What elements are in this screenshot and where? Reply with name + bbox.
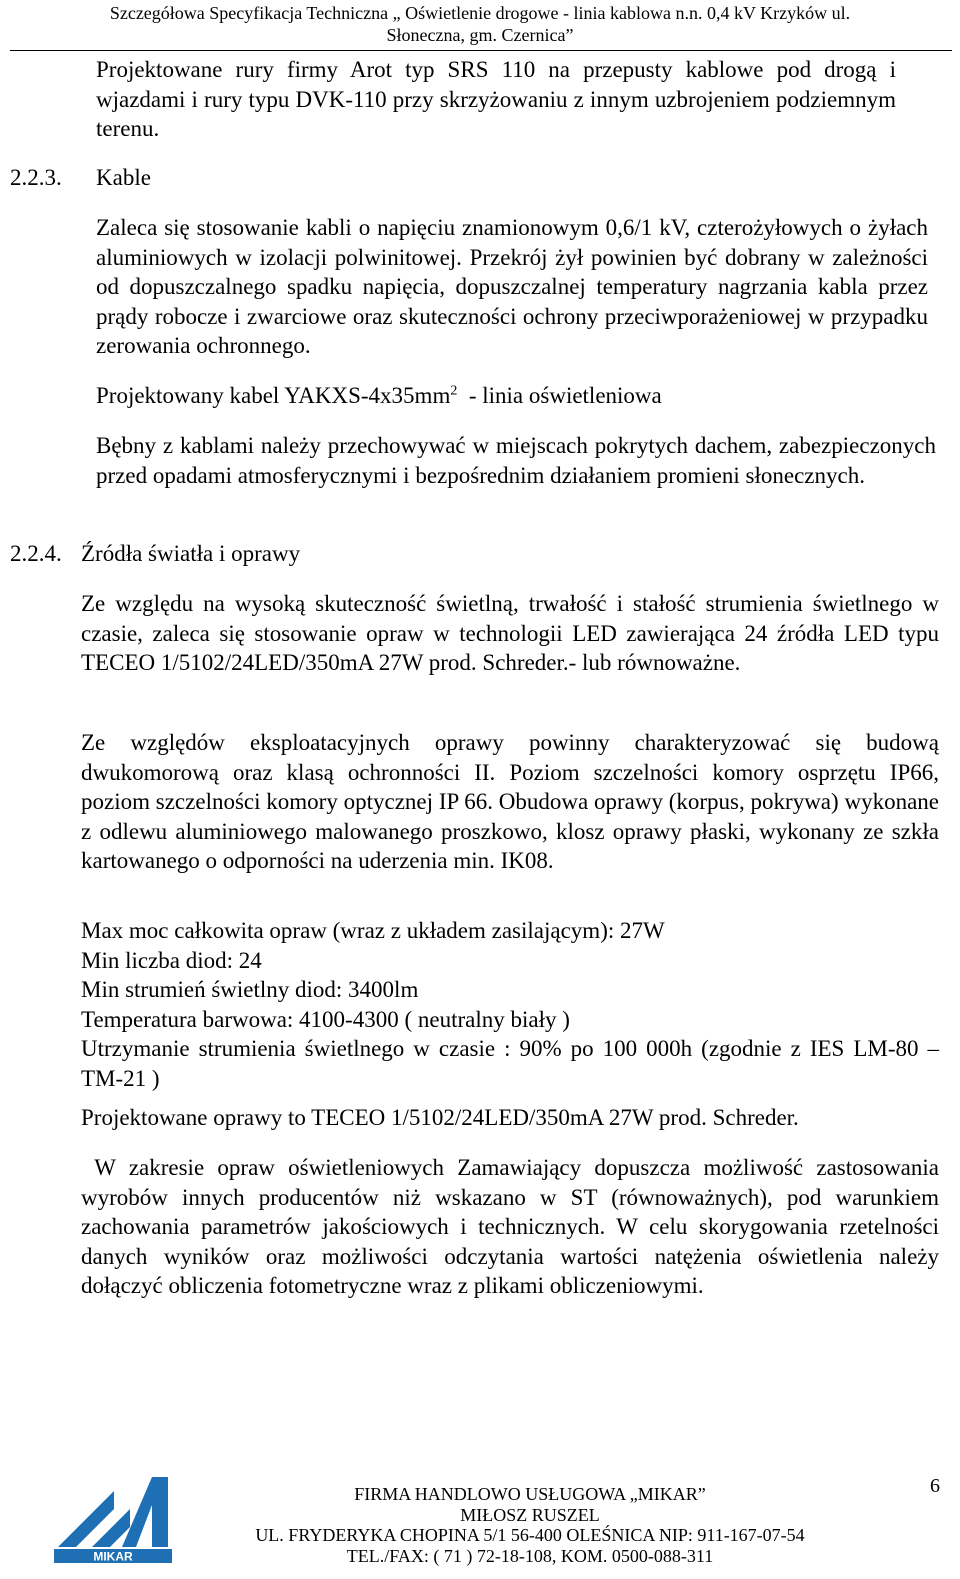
section-224-number: 2.2.4. (10, 541, 62, 566)
header-line-1: Szczegółowa Specyfikacja Techniczna „ Oświetlenie drogowe - linia kablowa n.n. 0,4 kV Krzyków ul. (109, 3, 851, 23)
section-224-paragraph-2: Ze względów eksploatacyjnych oprawy powinny charakteryzować się budową dwukomorową oraz klasą ochronności II. Poziom szczelności komory osprzętu IP66, poziom szczelności komory optycznej IP 66. Obudowa oprawy (korpus, pokrywa) wykonane z odlewu aluminiowego malowanego proszkowo, klosz oprawy płaski, wykonany ze szkła kartowanego o odporności na uderzenia min. IK08. (81, 730, 939, 874)
page-number: 6 (930, 1475, 940, 1497)
cable-text: Projektowany kabel YAKXS-4x35mm (96, 383, 451, 408)
spec-flux-maintenance: Utrzymanie strumienia świetlnego w czasie : 90% po 100 000h (zgodnie z IES LM-80 – TM-21 ) (81, 1036, 939, 1091)
section-223-title: Kable (96, 165, 151, 190)
section-223-number: 2.2.3. (10, 165, 62, 190)
spec-color-temperature: Temperatura barwowa: 4100-4300 ( neutralny biały ) (81, 1006, 570, 1032)
header-divider (10, 50, 952, 51)
page-header (0, 2, 960, 46)
logo-text: MIKAR (93, 1549, 133, 1564)
section-224-paragraph-3: W zakresie opraw oświetleniowych Zamawiający dopuszcza możliwość zastosowania wyrobów innych producentów niż wskazano w ST (równoważnych), pod warunkiem zachowania parametrów jakościowych i technicznych. W celu skorygowania rzetelności danych wyników oraz możliwości odczytania wartości natężenia oświetlenia należy dołączyć obliczenia fotometryczne wraz z plikami obliczeniowymi. (81, 1155, 945, 1299)
footer-address: UL. FRYDERYKA CHOPINA 5/1 56-400 OLEŚNICA NIP: 911-167-07-54 (255, 1525, 805, 1545)
section-223-paragraph-2: Bębny z kablami należy przechowywać w miejscach pokrytych dachem, zabezpieczonych przed opadami atmosferycznymi i bezpośrednim działaniem promieni słonecznych. (96, 433, 936, 488)
cable-line (96, 381, 662, 411)
footer-owner: MIŁOSZ RUSZEL (460, 1504, 600, 1525)
section-224-title: Źródła światła i oprawy (81, 541, 301, 566)
cable-suffix: - linia oświetleniowa (457, 383, 662, 408)
spec-max-power: Max moc całkowita opraw (wraz z układem zasilającym): 27W (81, 918, 665, 943)
page-footer (200, 1484, 860, 1566)
spec-min-flux: Min strumień świetlny diod: 3400lm (81, 977, 419, 1003)
footer-phone: TEL./FAX: ( 71 ) 72-18-108, KOM. 0500-088-311 (346, 1545, 714, 1566)
footer-company: FIRMA HANDLOWO USŁUGOWA „MIKAR” (354, 1484, 706, 1504)
intro-paragraph: Projektowane rury firmy Arot typ SRS 110 na przepusty kablowe pod drogą i wjazdami i rury typu DVK-110 przy skrzyżowaniu z innym uzbrojeniem podziemnym terenu. (96, 57, 896, 142)
mikar-logo (52, 1475, 174, 1565)
spec-min-diodes: Min liczba diod: 24 (81, 947, 262, 973)
cable-superscript: 2 (450, 383, 458, 399)
header-line-2: Słoneczna, gm. Czernica” (386, 25, 574, 45)
designed-luminaires: Projektowane oprawy to TECEO 1/5102/24LED/350mA 27W prod. Schreder. (81, 1105, 799, 1130)
section-223-paragraph-1: Zaleca się stosowanie kabli o napięciu znamionowym 0,6/1 kV, czterożyłowych o żyłach aluminiowych w izolacji polwinitowej. Przekrój żył powinien być dobrany w zależności od dopuszczalnego spadku napięcia, dopuszczalnej temperatury nagrzania kabla przez prądy robocze i zwarciowe oraz skuteczności ochrony przeciwporażeniowej w przypadku zerowania ochronnego. (96, 215, 928, 359)
spec-list (81, 916, 939, 1034)
section-224-paragraph-1: Ze względu na wysoką skuteczność świetlną, trwałość i stałość strumienia świetlnego w czasie, zaleca się stosowanie opraw w technologii LED zawierająca 24 źródła LED typu TECEO 1/5102/24LED/350mA 27W prod. Schreder.- lub równoważne. (81, 591, 939, 676)
